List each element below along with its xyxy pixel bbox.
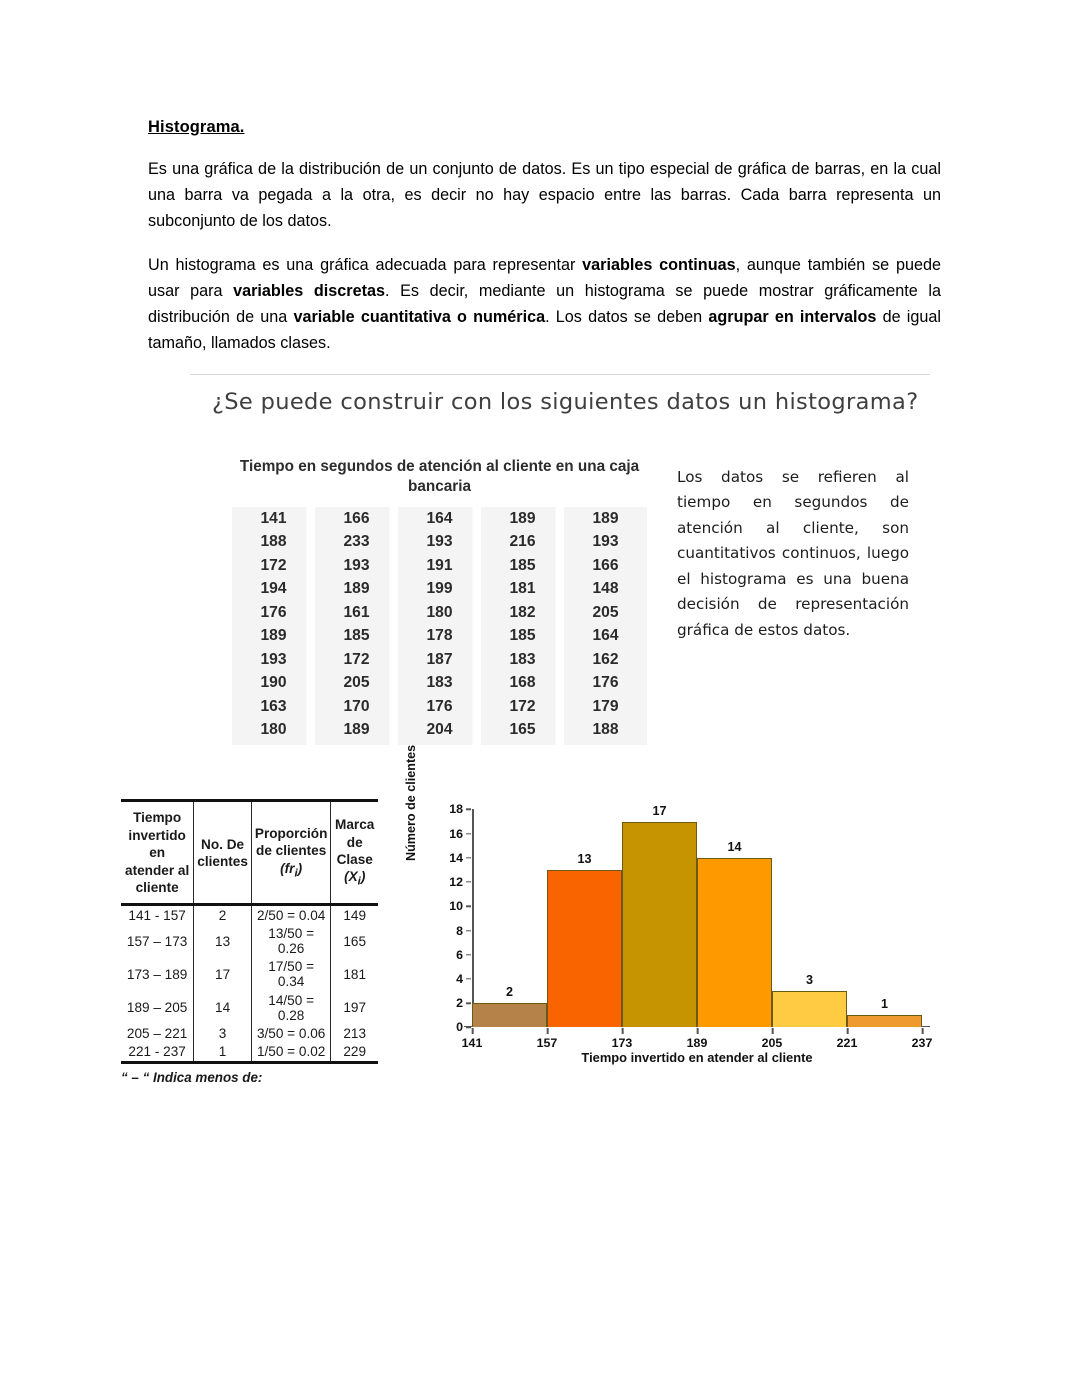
y-tick-label: 0 [456, 1020, 472, 1034]
data-cell: 178 [426, 627, 453, 645]
data-cell: 204 [426, 721, 453, 739]
y-tick-label: 16 [449, 827, 472, 841]
data-cell: 185 [509, 627, 536, 645]
data-cell: 189 [343, 721, 370, 739]
histogram-bar [697, 858, 772, 1028]
cell-mark: 197 [331, 991, 378, 1024]
table-row [121, 925, 378, 958]
col-header-count: No. De clientes [194, 801, 252, 905]
cell-mark: 149 [331, 905, 378, 925]
data-cell: 168 [509, 674, 536, 692]
data-cell: 141 [260, 509, 287, 527]
data-cell: 179 [592, 697, 619, 715]
data-cell: 180 [426, 603, 453, 621]
data-cell: 183 [426, 674, 453, 692]
data-cell: 176 [426, 697, 453, 715]
cell-mark: 165 [331, 925, 378, 958]
bar-value-label: 2 [505, 985, 513, 1000]
y-tick-label: 14 [449, 851, 472, 865]
data-cell: 176 [260, 603, 287, 621]
table-row [121, 905, 378, 925]
data-cell: 205 [343, 674, 370, 692]
data-cell: 233 [343, 533, 370, 551]
data-cell: 165 [509, 721, 536, 739]
histogram-bar [622, 822, 697, 1028]
table-footnote: “ – “ Indica menos de: [121, 1069, 263, 1085]
table-row [121, 1042, 378, 1062]
cell-count: 3 [194, 1024, 252, 1042]
plot-area [449, 802, 933, 1051]
cell-proportion: 13/50 = 0.26 [251, 925, 331, 958]
cell-mark: 213 [331, 1024, 378, 1042]
histogram-block [400, 745, 940, 1067]
cell-count: 14 [194, 991, 252, 1024]
raw-data-block [232, 457, 647, 746]
definition-paragraph [148, 252, 941, 357]
emphasis-cuantitativa: variable cuantitativa o numérica [293, 308, 546, 327]
data-cell: 170 [343, 697, 370, 715]
y-tick-label: 2 [456, 996, 472, 1010]
data-cell: 164 [426, 509, 453, 527]
data-cell: 180 [260, 721, 287, 739]
data-cell: 188 [592, 721, 619, 739]
slide-divider [190, 374, 930, 375]
data-cell: 166 [343, 509, 370, 527]
frequency-table [121, 799, 378, 1063]
data-cell: 187 [426, 650, 453, 668]
histogram-bar [472, 1003, 547, 1027]
col-header-classmark-text: Marca de Clase [335, 817, 375, 867]
bar-value-label: 17 [652, 803, 667, 818]
histogram-chart [400, 745, 940, 1067]
slide-body [190, 457, 935, 746]
data-cell: 189 [592, 509, 619, 527]
data-cell: 189 [343, 580, 370, 598]
data-cell: 193 [426, 533, 453, 551]
data-cell: 189 [509, 509, 536, 527]
cell-interval: 157 – 173 [126, 933, 188, 949]
data-cell: 183 [509, 650, 536, 668]
data-cell: 182 [509, 603, 536, 621]
x-tick-label: 221 [836, 1036, 858, 1051]
slide-side-note: Los datos se refieren al tiempo en segundos de atención al cliente, son cuantitativos continuos, luego el histograma es una buena decisión de representación gráfica de estos datos. [677, 467, 909, 639]
cell-count: 1 [194, 1042, 252, 1062]
data-cell: 189 [260, 627, 287, 645]
data-cell: 185 [343, 627, 370, 645]
bar-value-label: 3 [805, 973, 813, 988]
cell-interval: 189 – 205 [126, 1000, 188, 1016]
bar-slot [547, 809, 622, 1027]
table-row [121, 958, 378, 991]
table-header-row [121, 801, 378, 905]
cell-interval: 173 – 189 [126, 966, 188, 982]
x-tick-label: 157 [536, 1036, 558, 1051]
cell-proportion: 17/50 = 0.34 [251, 958, 331, 991]
emphasis-agrupar: agrupar en intervalos [708, 308, 877, 327]
col-header-proportion [251, 801, 331, 905]
frequency-table-block [121, 799, 378, 1084]
col-header-classmark-symbol: $(X_i)$ [344, 869, 366, 889]
x-tick-label: 141 [461, 1036, 483, 1051]
cell-mark: 229 [331, 1042, 378, 1062]
data-cell: 181 [509, 580, 536, 598]
data-cell: 172 [260, 556, 287, 574]
cell-proportion: 1/50 = 0.02 [251, 1042, 331, 1062]
frequency-table-body [121, 905, 378, 1062]
cell-count: 17 [194, 958, 252, 991]
bar-slot [772, 809, 847, 1027]
cell-proportion: 2/50 = 0.04 [251, 905, 331, 925]
histogram-bar [772, 991, 847, 1027]
embedded-slide [190, 374, 935, 746]
emphasis-continuas: variables continuas [582, 255, 736, 274]
paragraph-part: de igual tamaño, llamados clases. [148, 308, 942, 353]
data-cell: 161 [343, 603, 370, 621]
y-tick-label: 12 [449, 875, 472, 889]
col-header-classmark [331, 801, 378, 905]
bar-value-label: 13 [577, 851, 592, 866]
histogram-bar [547, 870, 622, 1027]
data-cell: 205 [592, 603, 619, 621]
x-tick-label: 205 [761, 1036, 783, 1051]
paragraph-part: . Los datos se deben [545, 308, 709, 327]
x-tick-label: 189 [686, 1036, 708, 1051]
data-cell: 199 [426, 580, 453, 598]
data-cell: 193 [260, 650, 287, 668]
emphasis-discretas: variables discretas [233, 281, 386, 300]
raw-data-caption: Tiempo en segundos de atención al cliente en una caja bancaria [239, 457, 640, 496]
y-tick-label: 10 [449, 899, 472, 913]
data-cell: 164 [592, 627, 619, 645]
cell-count: 13 [194, 925, 252, 958]
x-tick-label: 173 [611, 1036, 633, 1051]
cell-proportion: 3/50 = 0.06 [251, 1024, 331, 1042]
cell-count: 2 [194, 905, 252, 925]
data-cell: 190 [260, 674, 287, 692]
data-cell: 193 [592, 533, 619, 551]
y-tick-label: 18 [449, 802, 472, 816]
data-cell: 188 [260, 533, 287, 551]
data-cell: 194 [260, 580, 287, 598]
col-header-interval: Tiempo invertido en atender al cliente [121, 801, 194, 905]
data-cell: 148 [592, 580, 619, 598]
cell-proportion: 14/50 = 0.28 [251, 991, 331, 1024]
paragraph-part: Un histograma es una gráfica adecuada para representar [148, 255, 583, 274]
histogram-bars [472, 803, 922, 1027]
data-cell: 193 [343, 556, 370, 574]
col-header-proportion-symbol: $(fr_i)$ [280, 860, 303, 880]
bar-slot [472, 809, 547, 1027]
intro-paragraph: Es una gráfica de la distribución de un conjunto de datos. Es un tipo especial de gráfica de barras, en la cual una barra va pegada a la otra, es decir no hay espacio entre las barras. Cada barra representa un subconjunto de los datos. [148, 160, 941, 231]
table-row [121, 991, 378, 1024]
bar-slot [847, 809, 922, 1027]
lower-section [121, 745, 940, 1085]
y-axis-title: Número de clientes [404, 745, 418, 862]
data-cell: 162 [592, 650, 619, 668]
histogram-bar [847, 1015, 922, 1027]
data-cell: 191 [426, 556, 453, 574]
x-tick-label: 237 [911, 1036, 933, 1051]
x-axis-title: Tiempo invertido en atender al cliente [581, 1050, 813, 1066]
bar-slot [622, 803, 697, 1027]
raw-data-grid [232, 507, 647, 746]
table-row [121, 1024, 378, 1042]
data-cell: 185 [509, 556, 536, 574]
bar-value-label: 1 [880, 997, 888, 1012]
data-cell: 216 [509, 533, 536, 551]
data-cell: 176 [592, 674, 619, 692]
data-cell: 166 [592, 556, 619, 574]
col-header-proportion-text: Proporción de clientes [254, 825, 328, 859]
bar-slot [697, 809, 772, 1027]
y-tick-label: 6 [456, 948, 472, 962]
paragraph-part: . Es decir, mediante un histograma se puede mostrar gráficamente la distribución de una [148, 281, 941, 327]
cell-interval: 221 - 237 [121, 1042, 194, 1062]
slide-question: ¿Se puede construir con los siguientes datos un histograma? [212, 388, 919, 415]
page-title: Histograma. [148, 118, 245, 136]
frequency-table-head [121, 801, 378, 905]
y-tick-label: 8 [456, 924, 472, 938]
y-tick-label: 4 [456, 972, 472, 986]
cell-interval: 141 - 157 [128, 907, 186, 923]
paragraph-part: , aunque también se puede usar para [148, 255, 941, 300]
bar-value-label: 14 [727, 839, 742, 854]
data-cell: 163 [260, 697, 287, 715]
data-cell: 172 [343, 650, 370, 668]
data-cell: 172 [509, 697, 536, 715]
cell-interval: 205 – 221 [126, 1025, 188, 1041]
cell-mark: 181 [331, 958, 378, 991]
